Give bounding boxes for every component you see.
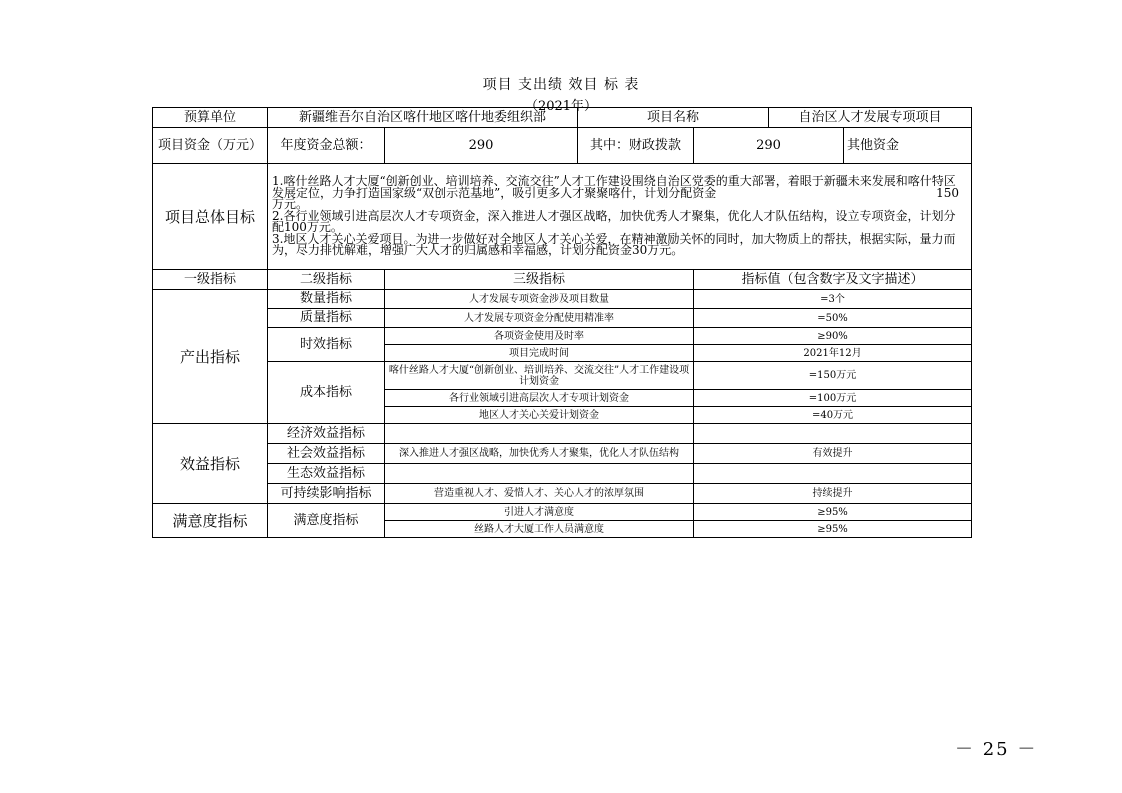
cost-value-3: =40万元: [694, 407, 972, 424]
satisfaction-value-1: ≥95%: [694, 504, 972, 521]
performance-target-table: [152, 107, 972, 538]
annual-total-label: 年度资金总额：: [268, 128, 385, 164]
goal-line-3: 3.地区人才关心关爱项目。为进一步做好对全地区人才关心关爱，在精神激励关怀的同时，加大物质上的帮扶，根据实际，量力而为，尽力排忧解难，增强广大人才的归属感和幸福感，计划分配资金30万元。: [272, 231, 956, 258]
cost-label: 成本指标: [268, 362, 385, 424]
social-item: 深入推进人才强区战略，加快优秀人才聚集，优化人才队伍结构: [385, 444, 694, 464]
cost-item-1: 喀什丝路人才大厦“创新创业、培训培养、交流交往”人才工作建设项计划资金: [385, 362, 694, 390]
quantity-label: 数量指标: [268, 290, 385, 309]
cost-item-3: 地区人才关心关爱计划资金: [385, 407, 694, 424]
ecological-label: 生态效益指标: [268, 464, 385, 484]
goal-line-1-amount: 150: [936, 185, 960, 200]
quality-item: 人才发展专项资金分配使用精准率: [385, 309, 694, 328]
table-row: [153, 464, 972, 484]
table-year: （2021年）: [524, 99, 598, 114]
goal-line-1-text: 1.喀什丝路人才大厦“创新创业、培训培养、交流交往”人才工作建设围绕自治区党委的重大部署，着眼于新疆未来发展和喀什特区发展定位，力争打造国家级“双创示范基地”，吸引更多人才聚聚喀什，计划分配资金: [272, 174, 956, 200]
project-name-value: 自治区人才发展专项项目: [769, 108, 972, 128]
table-row: [153, 290, 972, 309]
timeliness-item-2: 项目完成时间: [385, 345, 694, 362]
social-value: 有效提升: [694, 444, 972, 464]
timeliness-value-1: ≥90%: [694, 328, 972, 345]
goal-line-1-unit: 万元。: [272, 197, 309, 212]
satisfaction-item-2: 丝路人才大厦工作人员满意度: [385, 521, 694, 538]
table-row: [153, 444, 972, 464]
budget-unit-value: 新疆维吾尔自治区喀什地区喀什地委组织部: [268, 108, 578, 128]
table-row: [153, 362, 972, 390]
table-row: [153, 309, 972, 328]
page-number: － 25 －: [955, 739, 1038, 760]
other-funds-label-text: 其他资金: [847, 137, 900, 153]
project-name-label: 项目名称: [578, 108, 769, 128]
goal-label: 项目总体目标: [153, 164, 268, 270]
quality-label: 质量指标: [268, 309, 385, 328]
benefit-label: 效益指标: [153, 424, 268, 504]
satisfaction-label: 满意度指标: [153, 504, 268, 538]
goal-row: [153, 164, 972, 270]
satisfaction-item-1: 引进人才满意度: [385, 504, 694, 521]
fund-label: 项目资金（万元）: [153, 128, 268, 164]
annual-total-value: 290: [385, 128, 578, 164]
economic-label: 经济效益指标: [268, 424, 385, 444]
header-row-funds: [153, 128, 972, 164]
ecological-value: [694, 464, 972, 484]
table-title: 项目 支出绩 效目 标 表: [482, 77, 640, 93]
sustainable-label: 可持续影响指标: [268, 484, 385, 504]
sustainable-item: 营造重视人才、爱惜人才、关心人才的浓厚氛围: [385, 484, 694, 504]
timeliness-value-2: 2021年12月: [694, 345, 972, 362]
col-level1: 一级指标: [153, 270, 268, 290]
column-header-row: [153, 270, 972, 290]
social-label: 社会效益指标: [268, 444, 385, 464]
budget-unit-label: 预算单位: [153, 108, 268, 128]
col-level3: 三级指标: [385, 270, 694, 290]
header-row-budget-unit: [153, 108, 972, 128]
cost-value-2: =100万元: [694, 390, 972, 407]
other-funds-label: [844, 128, 972, 164]
fiscal-value: 290: [694, 128, 844, 164]
col-level2: 二级指标: [268, 270, 385, 290]
sustainable-value: 持续提升: [694, 484, 972, 504]
table-row: [153, 484, 972, 504]
table-row: [153, 328, 972, 345]
col-value: 指标值（包含数字及文字描述）: [694, 270, 972, 290]
timeliness-item-1: 各项资金使用及时率: [385, 328, 694, 345]
cost-value-1: =150万元: [694, 362, 972, 390]
goal-line-1: [272, 176, 967, 211]
fiscal-label: 其中：财政拨款: [578, 128, 694, 164]
goal-line-2: 2.各行业领域引进高层次人才专项资金，深入推进人才强区战略，加快优秀人才聚集，优化人才队伍结构，设立专项资金，计划分配100万元。: [272, 208, 956, 235]
quantity-value: =3个: [694, 290, 972, 309]
satisfaction-value-2: ≥95%: [694, 521, 972, 538]
quality-value: =50%: [694, 309, 972, 328]
timeliness-label: 时效指标: [268, 328, 385, 362]
cost-item-2: 各行业领域引进高层次人才专项计划资金: [385, 390, 694, 407]
table-row: [153, 504, 972, 521]
goal-text: [268, 164, 972, 270]
ecological-item: [385, 464, 694, 484]
quantity-item: 人才发展专项资金涉及项目数量: [385, 290, 694, 309]
output-label: 产出指标: [153, 290, 268, 424]
economic-value: [694, 424, 972, 444]
table-row: [153, 424, 972, 444]
satisfaction-sub-label: 满意度指标: [268, 504, 385, 538]
economic-item: [385, 424, 694, 444]
